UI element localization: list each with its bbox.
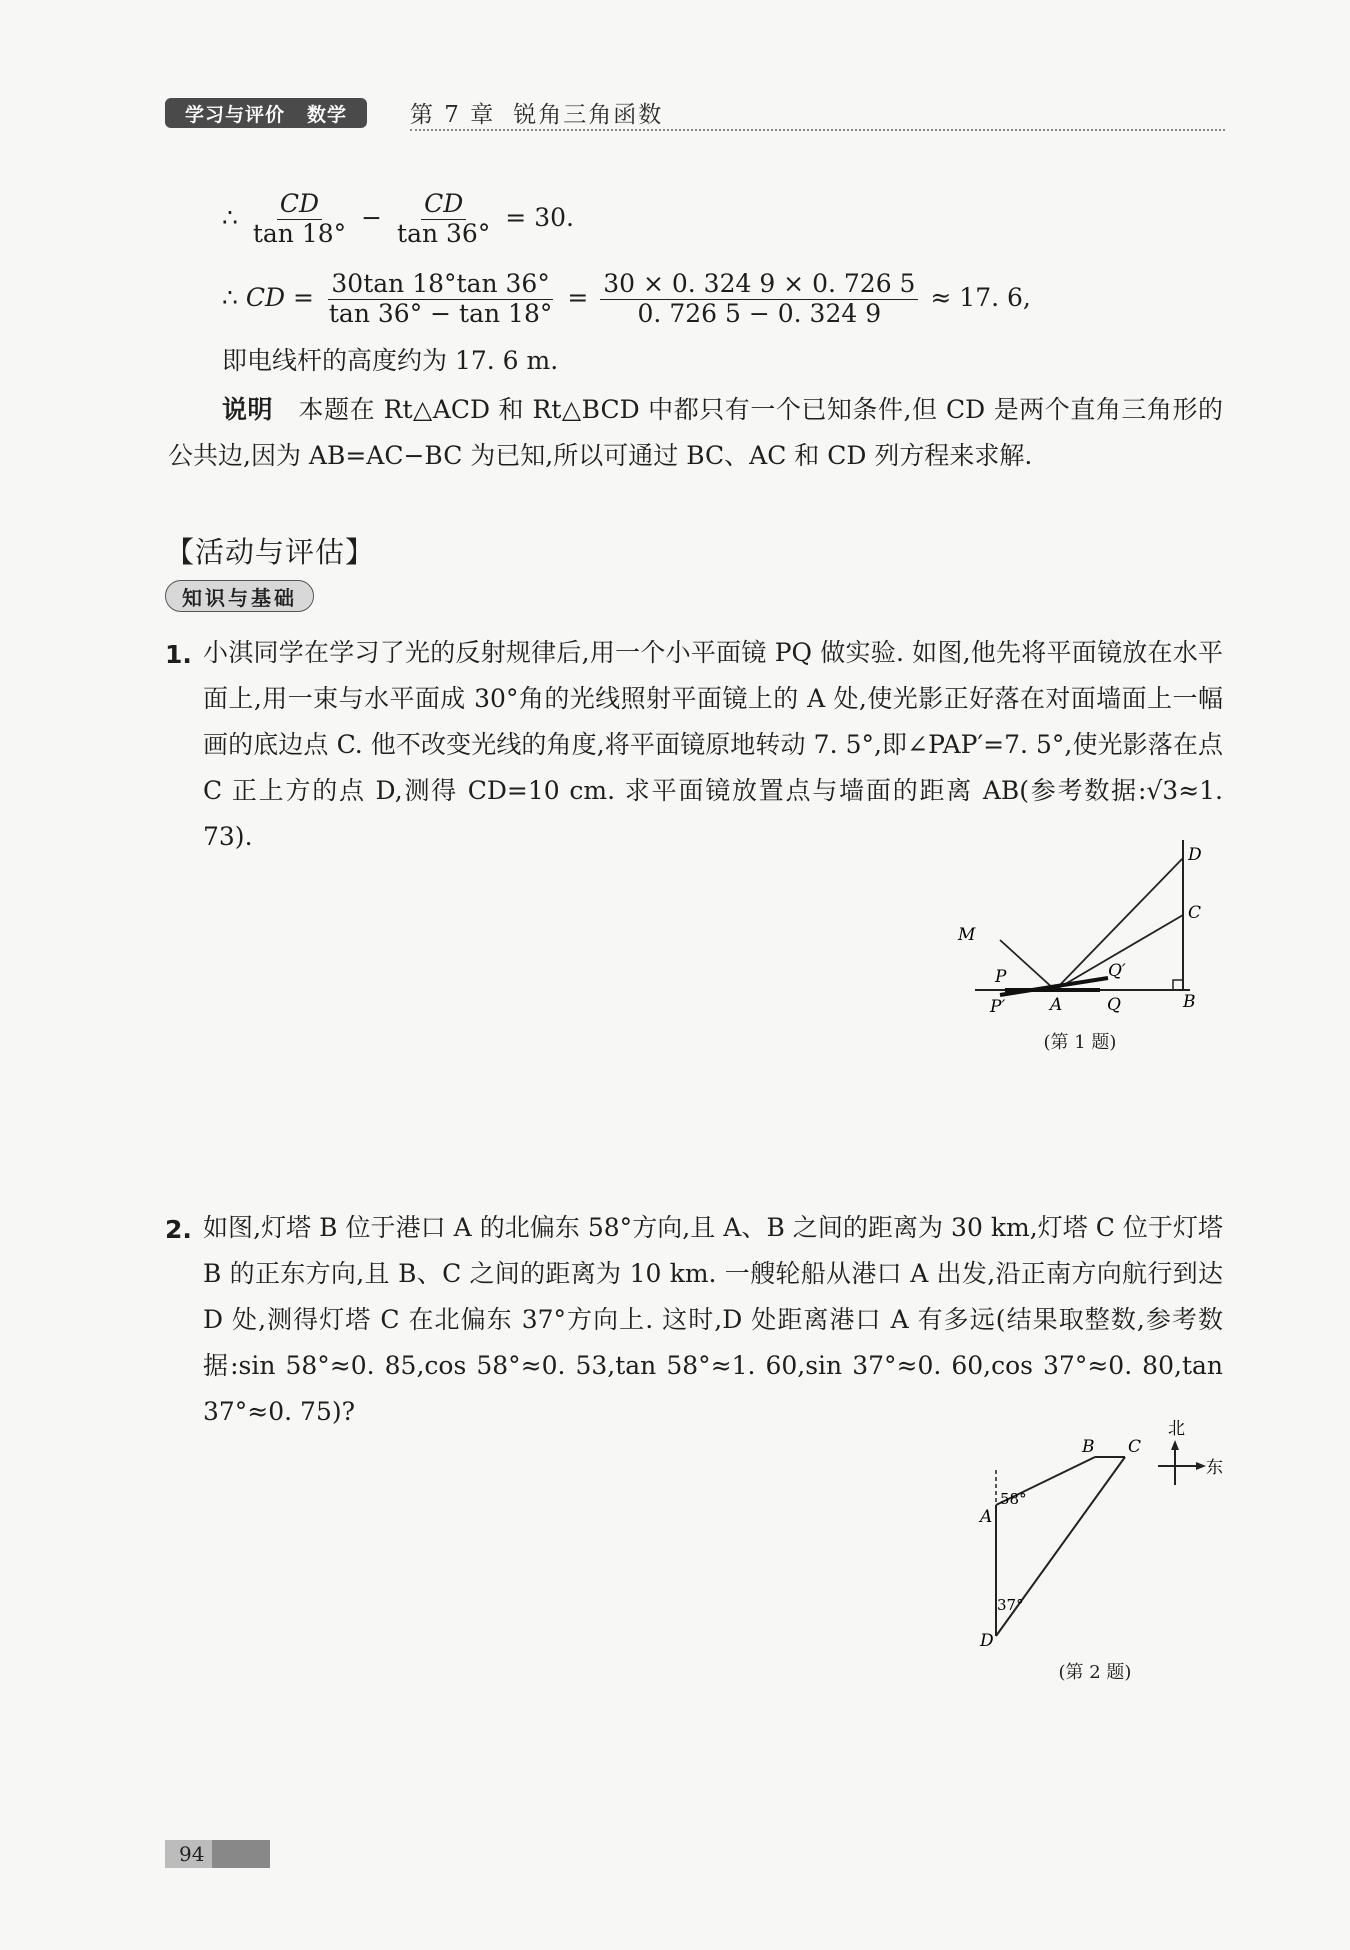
section-heading: 【活动与评估】 [165, 535, 376, 569]
fraction-numeric [600, 270, 918, 329]
mirror-PpQp [1000, 978, 1108, 995]
question-2-text: 如图,灯塔 B 位于港口 A 的北偏东 58°方向,且 A、B 之间的距离为 30 km,灯塔 C 位于灯塔 B 的正东方向,且 B、C 之间的距离为 10 km. 一艘轮船从港口 A 出发,沿正南方向航行到达 D 处,测得灯塔 C 在北偏东 37°方向上. 这时,D 处距离港口 A 有多远(结果取整数,参考数据:sin 58°≈0. 85,cos 58°≈0. 53,tan 58°≈1. 60,sin 37°≈0. 60,cos 37°≈0. 80,tan 37°≈0. 75)? [203, 1213, 1223, 1426]
equation-rhs: ≈ 17. 6, [930, 282, 1031, 312]
numerator: 30tan 18°tan 36° [328, 270, 552, 300]
chapter-title: 锐角三角函数 [513, 102, 664, 128]
label-east: 东 [1206, 1458, 1223, 1478]
fraction-right [394, 190, 493, 249]
note-paragraph [168, 387, 1223, 479]
therefore-symbol: ∴ [222, 282, 238, 312]
subsection-badge: 知识与基础 [165, 580, 314, 612]
label-P-prime: P′ [990, 997, 1006, 1017]
minus-sign: − [361, 202, 383, 232]
label-C: C [1188, 903, 1202, 923]
page-header [165, 96, 1225, 132]
question-2-number: 2. [165, 1215, 192, 1244]
therefore-symbol: ∴ [222, 202, 238, 232]
right-angle-marker [1173, 980, 1183, 990]
conclusion-text: 即电线杆的高度约为 17. 6 m. [222, 346, 559, 375]
label-B: B [1183, 992, 1196, 1012]
figure-2-caption: (第 2 题) [1058, 1662, 1132, 1683]
incident-ray [1000, 940, 1055, 990]
equals-sign: = [567, 282, 589, 312]
fraction-left [250, 190, 349, 249]
note-text: 本题在 Rt△ACD 和 Rt△BCD 中都只有一个已知条件,但 CD 是两个直角三角形的公共边,因为 AB=AC−BC 为已知,所以可通过 BC、AC 和 CD 列方程来求解. [168, 395, 1223, 470]
page-number [165, 1840, 270, 1868]
label-Q: Q [1107, 995, 1121, 1015]
equation-2 [222, 270, 1031, 329]
east-arrowhead-icon [1196, 1462, 1206, 1470]
book-title: 学习与评价 [185, 103, 286, 126]
chapter-number: 第 7 章 [410, 102, 496, 128]
equation-rhs: = 30. [505, 202, 574, 232]
numerator: 30 × 0. 324 9 × 0. 726 5 [600, 270, 918, 300]
equation-1 [222, 190, 574, 249]
subject-label: 数学 [307, 103, 348, 126]
question-1-number: 1. [165, 640, 192, 669]
label-B: B [1082, 1437, 1095, 1457]
header-dotted-rule [410, 129, 1225, 131]
note-label: 说明 [222, 395, 274, 424]
label-P: P [995, 967, 1007, 987]
numerator: CD [421, 190, 466, 220]
label-C: C [1128, 1437, 1142, 1457]
fraction-symbolic [326, 270, 555, 329]
north-arrowhead-icon [1171, 1440, 1179, 1450]
label-M: M [958, 925, 976, 945]
denominator: 0. 726 5 − 0. 324 9 [637, 298, 882, 328]
denominator: tan 36° [397, 218, 491, 248]
book-tag [165, 98, 367, 128]
chapter-heading [410, 96, 681, 129]
label-Q-prime: Q′ [1108, 961, 1126, 981]
angle-37-label: 37° [997, 1596, 1024, 1614]
equation-lhs: CD = [245, 282, 314, 312]
question-2-figure [960, 1410, 1230, 1650]
label-D: D [980, 1631, 994, 1650]
question-1-figure [950, 840, 1210, 1030]
page-number-text: 94 [179, 1842, 205, 1866]
denominator: tan 18° [252, 218, 347, 248]
figure-1-caption: (第 1 题) [1043, 1032, 1117, 1053]
numerator: CD [277, 190, 322, 220]
label-A: A [1050, 995, 1063, 1015]
denominator: tan 36° − tan 18° [328, 298, 553, 328]
question-1-text: 小淇同学在学习了光的反射规律后,用一个小平面镜 PQ 做实验. 如图,他先将平面镜放在水平面上,用一束与水平面成 30°角的光线照射平面镜上的 A 处,使光影正好落在对面墙面上一幅画的底边点 C. 他不改变光线的角度,将平面镜原地转动 7. 5°,即∠PAP′=7. 5°,使光影落在点 C 正上方的点 D,测得 CD=10 cm. 求平面镜放置点与墙面的距离 AB(参考数据:√3≈1. 73). [203, 638, 1223, 851]
label-north: 北 [1168, 1419, 1185, 1439]
angle-58-label: 58° [1000, 1490, 1027, 1508]
label-A: A [980, 1507, 993, 1527]
label-D: D [1188, 845, 1202, 865]
